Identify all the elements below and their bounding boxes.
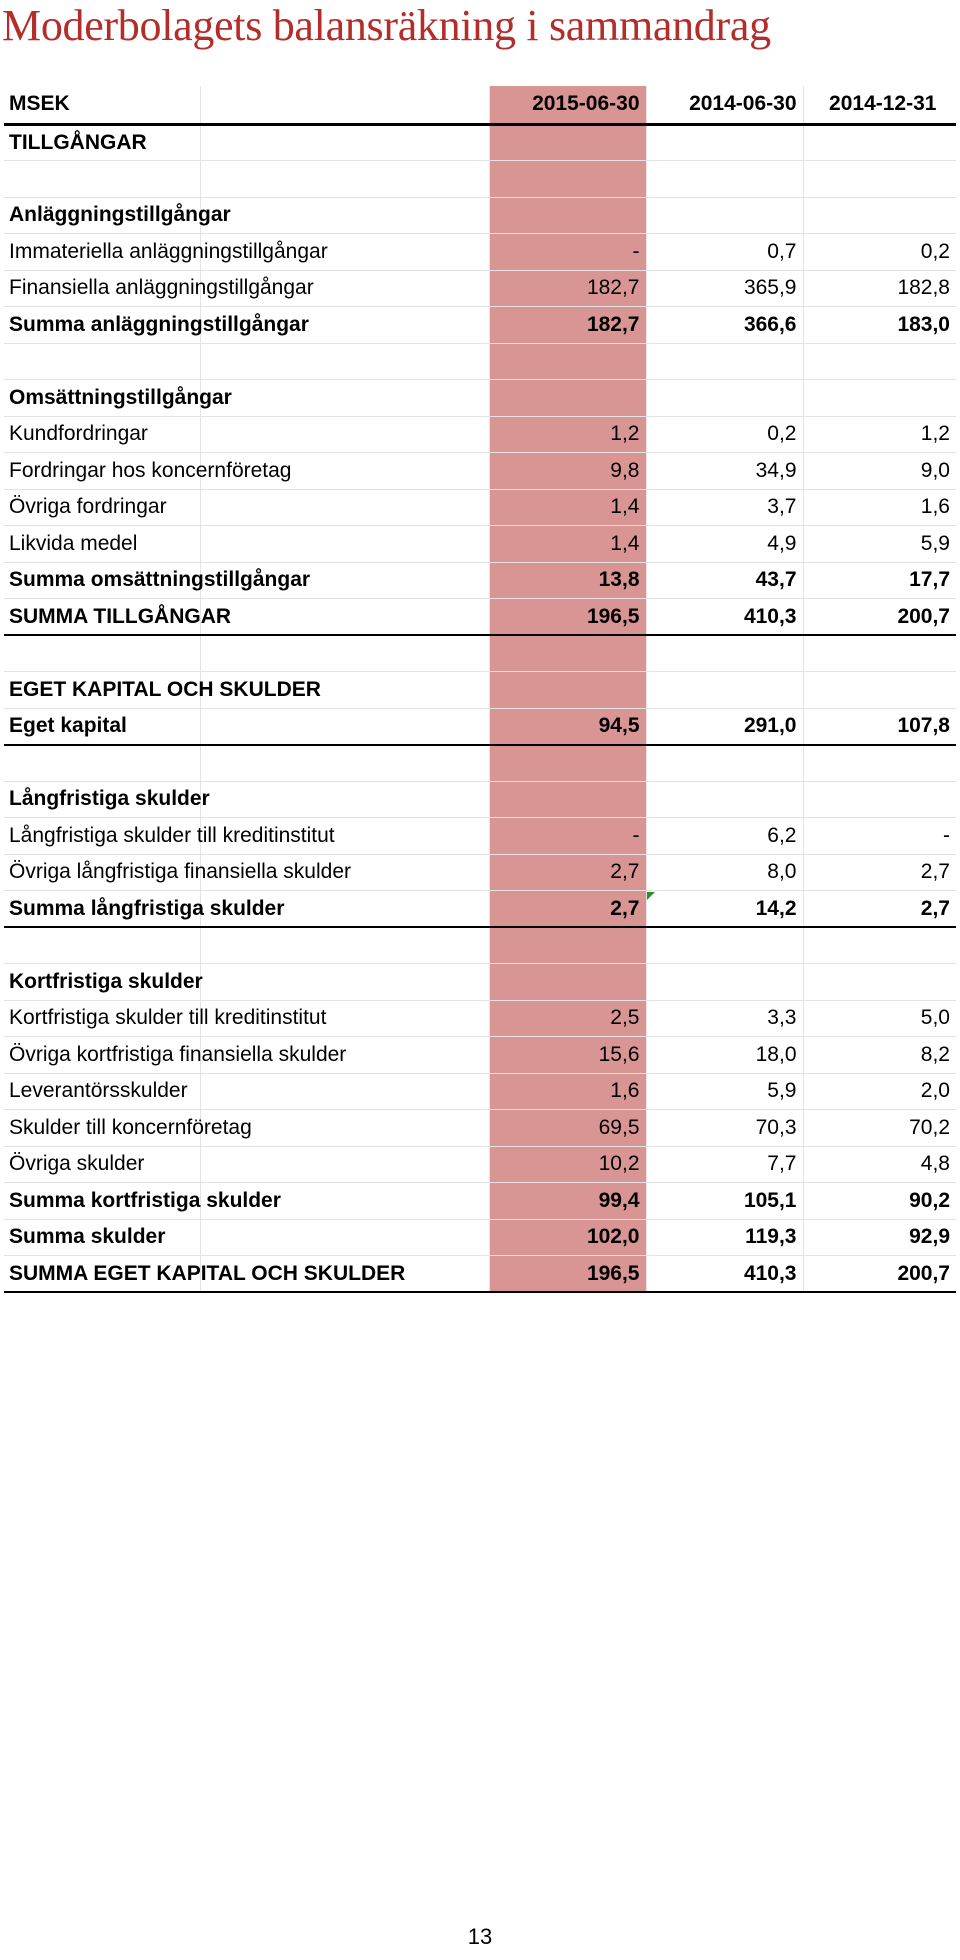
value-2015-06-30	[489, 964, 646, 1001]
row-label: Övriga långfristiga finansiella skulder	[4, 854, 200, 891]
value-2014-12-31: 0,2	[803, 234, 956, 271]
value-2014-12-31: 2,7	[803, 854, 956, 891]
value-2015-06-30: 2,7	[489, 891, 646, 928]
value-2014-06-30	[646, 197, 803, 234]
table-row	[4, 1073, 956, 1110]
row-label: Summa skulder	[4, 1219, 200, 1256]
value-2014-12-31: 17,7	[803, 562, 956, 599]
value-2014-06-30: 291,0	[646, 708, 803, 745]
row-gap-cell	[200, 964, 489, 1001]
value-2014-12-31: 182,8	[803, 270, 956, 307]
value-2014-12-31: 183,0	[803, 307, 956, 344]
row-gap-cell	[200, 380, 489, 417]
value-2014-12-31	[803, 927, 956, 964]
balance-sheet-table	[4, 86, 956, 1293]
row-label: Skulder till koncernföretag	[4, 1110, 200, 1147]
value-2014-06-30	[646, 964, 803, 1001]
table-row	[4, 453, 956, 490]
value-2014-06-30: 70,3	[646, 1110, 803, 1147]
value-2014-06-30: 34,9	[646, 453, 803, 490]
row-gap-cell	[200, 1073, 489, 1110]
value-2015-06-30	[489, 672, 646, 709]
value-2014-12-31: 92,9	[803, 1219, 956, 1256]
balance-sheet-table-wrap	[4, 86, 956, 1293]
value-2014-06-30	[646, 672, 803, 709]
value-2015-06-30: 1,2	[489, 416, 646, 453]
value-2014-12-31: 9,0	[803, 453, 956, 490]
value-2014-12-31	[803, 161, 956, 198]
table-row	[4, 562, 956, 599]
value-2014-12-31	[803, 343, 956, 380]
table-row	[4, 1146, 956, 1183]
value-2014-06-30	[646, 343, 803, 380]
row-label: SUMMA TILLGÅNGAR	[4, 599, 200, 636]
value-2014-06-30	[646, 781, 803, 818]
value-2014-06-30	[646, 380, 803, 417]
table-row	[4, 708, 956, 745]
row-gap-cell	[200, 489, 489, 526]
section-row	[4, 964, 956, 1001]
spacer-row	[4, 745, 956, 782]
value-2014-12-31: 70,2	[803, 1110, 956, 1147]
value-2015-06-30	[489, 635, 646, 672]
row-gap-cell	[200, 635, 489, 672]
row-label: Likvida medel	[4, 526, 200, 563]
row-label: Eget kapital	[4, 708, 200, 745]
value-2014-06-30: 3,3	[646, 1000, 803, 1037]
page-number: 13	[467, 1924, 493, 1949]
value-2014-12-31	[803, 781, 956, 818]
row-gap-cell	[200, 124, 489, 161]
table-row	[4, 1000, 956, 1037]
row-gap-cell	[200, 1219, 489, 1256]
value-2015-06-30: 15,6	[489, 1037, 646, 1074]
value-2014-12-31	[803, 635, 956, 672]
value-2014-12-31: 200,7	[803, 1256, 956, 1293]
value-2015-06-30	[489, 745, 646, 782]
value-2015-06-30	[489, 124, 646, 161]
value-2014-12-31: 1,6	[803, 489, 956, 526]
value-2015-06-30: 1,4	[489, 526, 646, 563]
value-2014-12-31	[803, 672, 956, 709]
row-label: Leverantörsskulder	[4, 1073, 200, 1110]
table-row	[4, 599, 956, 636]
row-label: Summa anläggningstillgångar	[4, 307, 200, 344]
unit-header: MSEK	[4, 86, 200, 124]
value-2014-06-30: 18,0	[646, 1037, 803, 1074]
value-2015-06-30: 2,5	[489, 1000, 646, 1037]
value-2015-06-30: 2,7	[489, 854, 646, 891]
value-2015-06-30	[489, 161, 646, 198]
column-header-2014-12-31: 2014-12-31	[803, 86, 956, 124]
value-2015-06-30: 102,0	[489, 1219, 646, 1256]
row-gap-cell	[200, 161, 489, 198]
value-2014-06-30: 105,1	[646, 1183, 803, 1220]
value-2014-06-30: 365,9	[646, 270, 803, 307]
table-row	[4, 1037, 956, 1074]
value-2015-06-30	[489, 927, 646, 964]
value-2015-06-30: 99,4	[489, 1183, 646, 1220]
value-2014-12-31	[803, 197, 956, 234]
value-2014-06-30: 0,7	[646, 234, 803, 271]
row-gap-cell	[200, 526, 489, 563]
value-2014-06-30: 410,3	[646, 1256, 803, 1293]
row-label: Långfristiga skulder till kreditinstitut	[4, 818, 200, 855]
table-row	[4, 489, 956, 526]
section-row	[4, 124, 956, 161]
row-gap-cell	[200, 781, 489, 818]
row-label	[4, 927, 200, 964]
value-2014-12-31	[803, 124, 956, 161]
value-2014-12-31	[803, 964, 956, 1001]
value-2014-06-30: 4,9	[646, 526, 803, 563]
value-2014-12-31: 200,7	[803, 599, 956, 636]
row-label	[4, 635, 200, 672]
section-row	[4, 197, 956, 234]
value-2014-12-31	[803, 380, 956, 417]
row-label: TILLGÅNGAR	[4, 124, 200, 161]
row-label: Summa kortfristiga skulder	[4, 1183, 200, 1220]
section-row	[4, 380, 956, 417]
spacer-row	[4, 343, 956, 380]
value-2015-06-30: 13,8	[489, 562, 646, 599]
row-gap-cell	[200, 708, 489, 745]
table-row	[4, 526, 956, 563]
row-label	[4, 745, 200, 782]
table-header-row	[4, 86, 956, 124]
row-label: Omsättningstillgångar	[4, 380, 200, 417]
value-2014-06-30: 119,3	[646, 1219, 803, 1256]
value-2014-06-30: 366,6	[646, 307, 803, 344]
section-row	[4, 781, 956, 818]
row-label: Summa långfristiga skulder	[4, 891, 200, 928]
value-2014-06-30: 0,2	[646, 416, 803, 453]
value-2014-12-31: 2,7	[803, 891, 956, 928]
spacer-row	[4, 635, 956, 672]
value-2014-12-31: 2,0	[803, 1073, 956, 1110]
page-title: Moderbolagets balansräkning i sammandrag	[2, 1, 771, 50]
value-2014-06-30	[646, 927, 803, 964]
table-row	[4, 234, 956, 271]
cell-comment-marker	[647, 892, 655, 900]
value-2015-06-30: -	[489, 818, 646, 855]
value-2014-06-30: 14,2	[646, 891, 803, 928]
section-row	[4, 672, 956, 709]
value-2014-06-30: 7,7	[646, 1146, 803, 1183]
spacer-row	[4, 927, 956, 964]
value-2014-06-30: 43,7	[646, 562, 803, 599]
table-row	[4, 1110, 956, 1147]
value-2014-06-30	[646, 635, 803, 672]
value-2014-12-31: 1,2	[803, 416, 956, 453]
value-2015-06-30: 94,5	[489, 708, 646, 745]
value-2014-06-30: 410,3	[646, 599, 803, 636]
value-2015-06-30: 9,8	[489, 453, 646, 490]
value-2014-06-30: 3,7	[646, 489, 803, 526]
value-2014-12-31: -	[803, 818, 956, 855]
value-2014-06-30	[646, 161, 803, 198]
row-label: EGET KAPITAL OCH SKULDER	[4, 672, 200, 709]
value-2014-06-30	[646, 124, 803, 161]
row-gap-cell	[200, 599, 489, 636]
table-row	[4, 1183, 956, 1220]
value-2014-12-31: 8,2	[803, 1037, 956, 1074]
row-gap-cell	[200, 416, 489, 453]
value-2015-06-30	[489, 197, 646, 234]
row-gap-cell	[200, 343, 489, 380]
value-2014-06-30: 5,9	[646, 1073, 803, 1110]
row-label: Övriga skulder	[4, 1146, 200, 1183]
value-2015-06-30: 1,4	[489, 489, 646, 526]
value-2015-06-30: 10,2	[489, 1146, 646, 1183]
value-2015-06-30: 196,5	[489, 599, 646, 636]
value-2015-06-30: 182,7	[489, 307, 646, 344]
row-label: Summa omsättningstillgångar	[4, 562, 200, 599]
value-2014-12-31: 107,8	[803, 708, 956, 745]
column-header-2014-06-30: 2014-06-30	[646, 86, 803, 124]
value-2014-06-30	[646, 745, 803, 782]
table-row	[4, 416, 956, 453]
value-2015-06-30: 182,7	[489, 270, 646, 307]
row-label	[4, 161, 200, 198]
value-2015-06-30	[489, 781, 646, 818]
table-row	[4, 854, 956, 891]
value-2015-06-30: -	[489, 234, 646, 271]
row-label: Anläggningstillgångar	[4, 197, 200, 234]
spacer-row	[4, 161, 956, 198]
column-header-2015-06-30: 2015-06-30	[489, 86, 646, 124]
row-label: Övriga kortfristiga finansiella skulder	[4, 1037, 200, 1074]
row-label: Immateriella anläggningstillgångar	[4, 234, 200, 271]
value-2015-06-30: 69,5	[489, 1110, 646, 1147]
table-row	[4, 1256, 956, 1293]
value-2014-12-31: 5,0	[803, 1000, 956, 1037]
row-label: Kortfristiga skulder till kreditinstitut	[4, 1000, 200, 1037]
value-2015-06-30: 1,6	[489, 1073, 646, 1110]
value-2015-06-30: 196,5	[489, 1256, 646, 1293]
table-row	[4, 818, 956, 855]
row-label: Finansiella anläggningstillgångar	[4, 270, 200, 307]
value-2015-06-30	[489, 343, 646, 380]
value-2014-12-31: 90,2	[803, 1183, 956, 1220]
row-label: SUMMA EGET KAPITAL OCH SKULDER	[4, 1256, 200, 1293]
row-gap-cell	[200, 745, 489, 782]
table-row	[4, 1219, 956, 1256]
row-label: Kundfordringar	[4, 416, 200, 453]
value-2014-12-31: 4,8	[803, 1146, 956, 1183]
row-label: Fordringar hos koncernföretag	[4, 453, 200, 490]
row-label: Långfristiga skulder	[4, 781, 200, 818]
row-gap-cell	[200, 197, 489, 234]
value-2015-06-30	[489, 380, 646, 417]
row-gap-cell	[200, 927, 489, 964]
value-2014-12-31	[803, 745, 956, 782]
row-label	[4, 343, 200, 380]
row-label: Övriga fordringar	[4, 489, 200, 526]
value-2014-12-31: 5,9	[803, 526, 956, 563]
value-2014-06-30: 8,0	[646, 854, 803, 891]
table-row	[4, 307, 956, 344]
table-row	[4, 270, 956, 307]
row-gap-cell	[200, 1146, 489, 1183]
row-label: Kortfristiga skulder	[4, 964, 200, 1001]
table-row	[4, 891, 956, 928]
value-2014-06-30: 6,2	[646, 818, 803, 855]
